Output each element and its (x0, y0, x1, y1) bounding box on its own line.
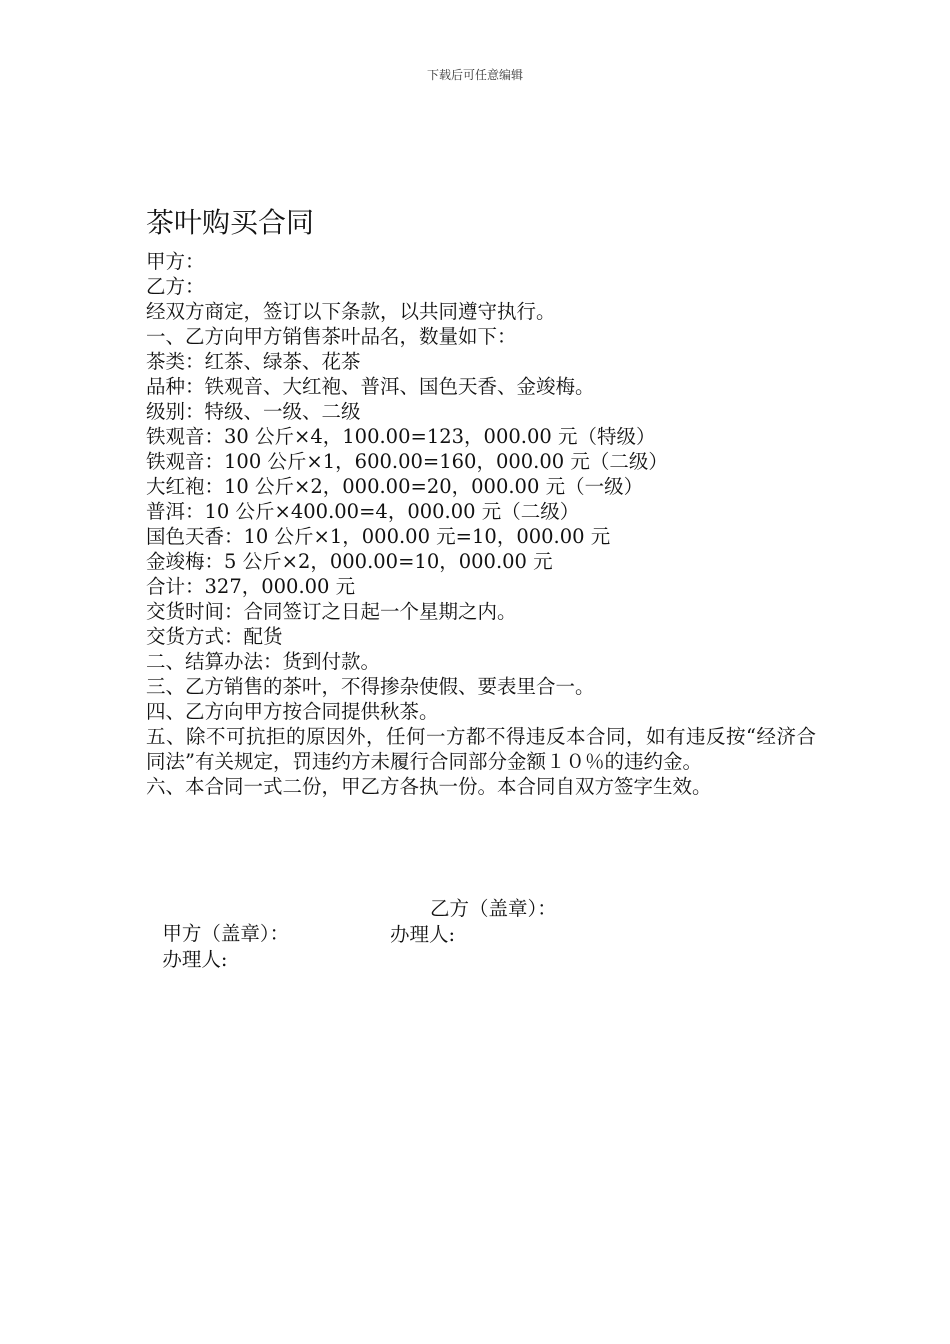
item-line-jinjunmei: 金竣梅：5 公斤×2，000.00=10，000.00 元 (146, 550, 553, 573)
handler-row (150, 922, 456, 997)
clause-6-line: 六、本合同一式二份，甲乙方各执一份。本合同自双方签字生效。 (146, 775, 712, 798)
party-b-handler-label: 办理人: (390, 923, 456, 946)
item-line-puer: 普洱：10 公斤×400.00=4，000.00 元（二级） (146, 500, 580, 523)
tea-variety-line: 品种：铁观音、大红袍、普洱、国色天香、金竣梅。 (146, 375, 595, 398)
clause-4-line: 四、乙方向甲方按合同提供秋茶。 (146, 700, 439, 723)
party-a-line: 甲方： (146, 250, 205, 273)
delivery-time-line: 交货时间：合同签订之日起一个星期之内。 (146, 600, 517, 623)
party-a-seal-label: 甲方（盖章）： (162, 922, 290, 945)
item-line-guosetianxiang: 国色天香：10 公斤×1，000.00 元=10，000.00 元 (146, 525, 611, 548)
header-note: 下载后可任意编辑 (426, 68, 523, 82)
contract-body (146, 249, 816, 799)
party-a-handler-label: 办理人: (162, 948, 228, 971)
clause-3-line: 三、乙方销售的茶叶，不得掺杂使假、要表里合一。 (146, 675, 595, 698)
clause-5-paragraph: 五、除不可抗拒的原因外，任何一方都不得违反本合同，如有违反按“经济合同法”有关规定，罚违约方未履行合同部分金额１０％的违约金。 (146, 725, 816, 773)
item-line-dahongpao: 大红袍：10 公斤×2，000.00=20，000.00 元（一级） (146, 475, 644, 498)
item-line-tieguanyin-grade2: 铁观音：100 公斤×1，600.00=160，000.00 元（二级） (146, 450, 668, 473)
preamble-line: 经双方商定，签订以下条款，以共同遵守执行。 (146, 300, 556, 323)
item-line-tieguanyin-premium: 铁观音：30 公斤×4，100.00=123，000.00 元（特级） (146, 425, 656, 448)
document-title: 茶叶购买合同 (146, 206, 315, 239)
delivery-method-line: 交货方式：配货 (146, 625, 283, 648)
tea-category-line: 茶类：红茶、绿茶、花茶 (146, 350, 361, 373)
total-line: 合计：327，000.00 元 (146, 575, 356, 598)
clause-2-line: 二、结算办法：货到付款。 (146, 650, 381, 673)
party-b-line: 乙方： (146, 275, 205, 298)
tea-grade-line: 级别：特级、一级、二级 (146, 400, 361, 423)
party-b-seal-label: 乙方（盖章）： (430, 897, 557, 920)
clause-1-heading: 一、乙方向甲方销售茶叶品名，数量如下： (146, 325, 517, 348)
